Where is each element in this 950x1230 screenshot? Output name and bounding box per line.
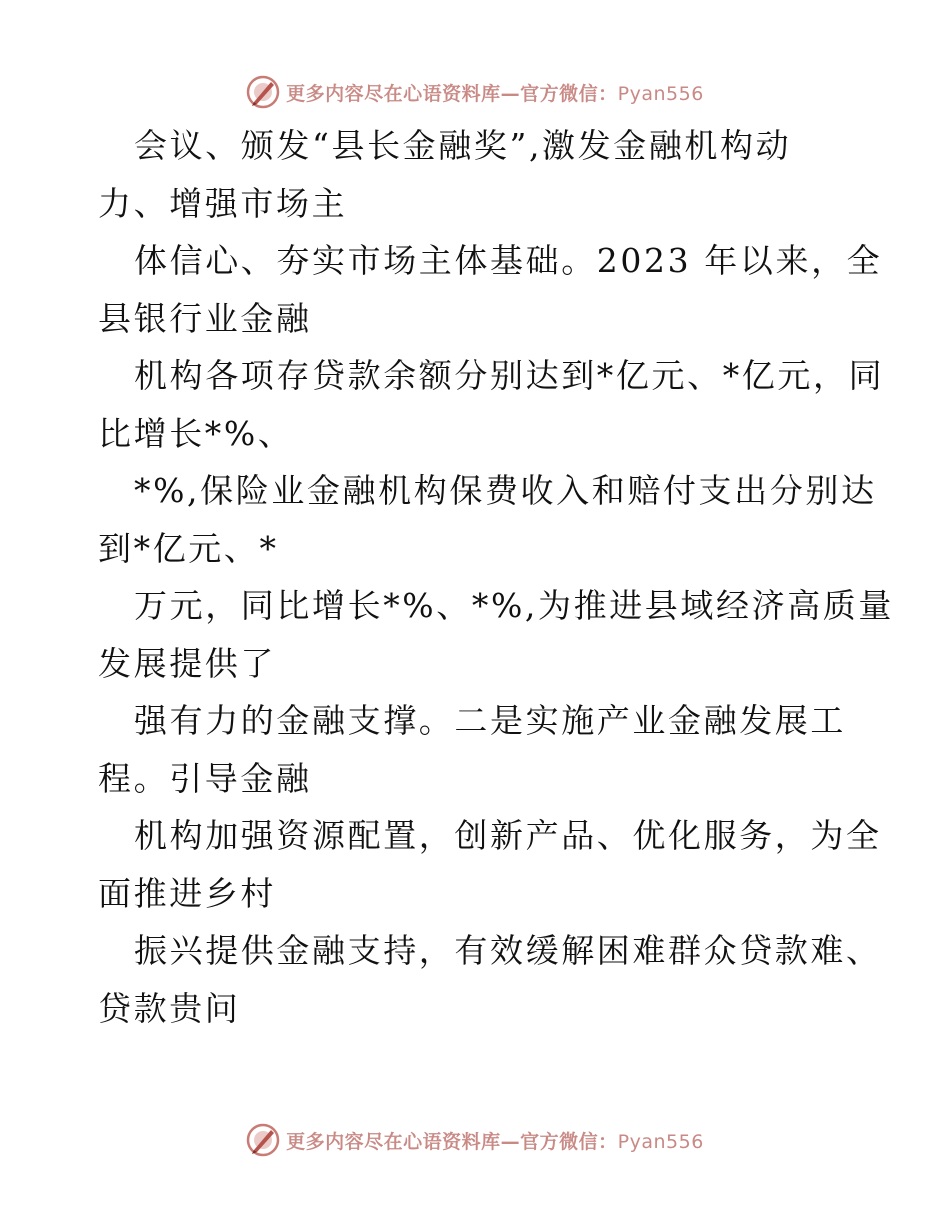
text-line: 强有力的金融支撑。二是实施产业金融发展工	[134, 701, 846, 740]
text-line: 程。引导金融	[98, 758, 312, 798]
header-watermark	[0, 72, 950, 112]
text-line: 发展提供了	[98, 643, 276, 683]
text-line: 面推进乡村	[98, 873, 276, 913]
text-line: 贷款贵问	[98, 988, 241, 1028]
document-body	[98, 117, 895, 1037]
text-line: 比增长*%、	[98, 413, 294, 453]
text-line: 万元，同比增长*%、*%,为推进县域经济高质量	[134, 586, 895, 625]
text-line: 力、增强市场主	[98, 183, 348, 223]
text-line: 机构各项存贷款余额分别达到*亿元、*亿元，同	[134, 356, 885, 395]
watermark-text: 更多内容尽在心语资料库—官方微信：Pyan556	[286, 1130, 704, 1153]
footer-watermark	[0, 1120, 950, 1160]
quill-logo-icon	[246, 1123, 280, 1157]
text-line: 到*亿元、*	[98, 528, 279, 568]
text-line: 振兴提供金融支持，有效缓解困难群众贷款难、	[134, 931, 882, 970]
quill-logo-icon	[246, 75, 280, 109]
text-line: *%,保险业金融机构保费收入和赔付支出分别达	[134, 471, 877, 510]
text-line: 体信心、夯实市场主体基础。2023 年以来，全	[134, 241, 883, 280]
watermark-text: 更多内容尽在心语资料库—官方微信：Pyan556	[286, 82, 704, 105]
text-line: 会议、颁发“县长金融奖”,激发金融机构动	[134, 126, 792, 165]
text-line: 县银行业金融	[98, 298, 312, 338]
text-line: 机构加强资源配置，创新产品、优化服务，为全	[134, 816, 882, 855]
